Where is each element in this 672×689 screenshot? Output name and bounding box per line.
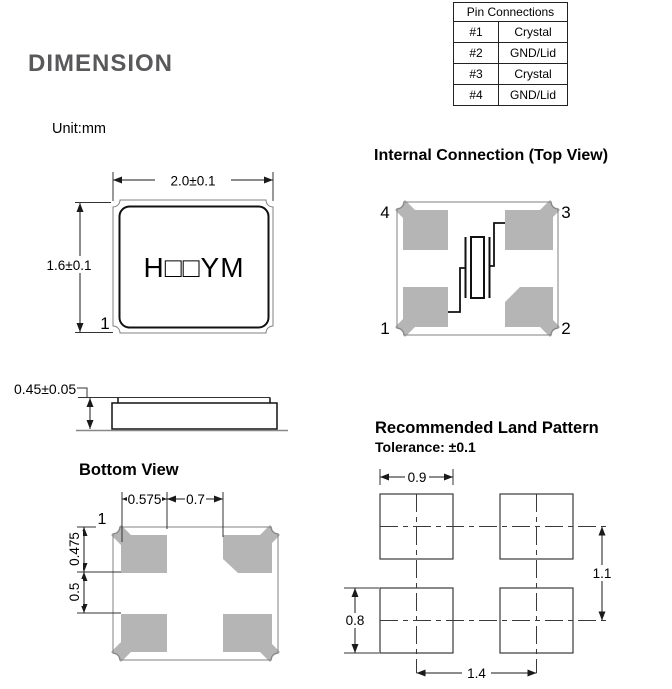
pad-1 [403,287,448,327]
part-marking: H□□YM [143,252,245,283]
pad-3 [505,210,553,250]
pin-connection: Crystal [499,22,568,43]
pad-4 [403,210,448,250]
centerlines [380,494,610,673]
internal-connection-title: Internal Connection (Top View) [374,147,609,164]
pin-label-3: 3 [561,203,571,222]
pin-number: #2 [454,43,499,64]
page-title: DIMENSION [28,50,174,77]
side-view-drawing [10,376,295,438]
land-pattern-tolerance: Tolerance: ±0.1 [375,439,476,455]
land-pad-width-dim: 0.9 [407,470,427,485]
pin-number: #3 [454,64,499,85]
land-horizontal-pitch-dim: 1.4 [467,666,486,681]
pin-label-4: 4 [380,203,390,222]
table-row [454,85,568,106]
table-row [454,64,568,85]
pin-connections-table [453,2,568,106]
bottom-view-pin1-label: 1 [97,511,107,528]
top-view-drawing [30,160,300,345]
pin-connection: GND/Lid [499,85,568,106]
table-row [454,43,568,64]
internal-connection-drawing [370,193,625,345]
pin-number: #1 [454,22,499,43]
pin-connection: GND/Lid [499,43,568,64]
pin-connection: Crystal [499,64,568,85]
bottom-view-title: Bottom View [79,461,179,479]
pin-label-2: 2 [561,319,571,338]
top-view-width-dim: 2.0±0.1 [170,173,216,189]
bottom-view-drawing [58,486,295,676]
pin-label-1: 1 [380,319,390,338]
pin-number: #4 [454,85,499,106]
pad-bottom-right [223,614,272,652]
table-header-row [454,3,568,22]
bottom-view-pad-height-dim: 0.475 [67,532,82,566]
pad-top-left [121,535,167,573]
table-row [454,22,568,43]
package-side-profile [112,403,277,429]
land-vertical-pitch-dim: 1.1 [592,566,612,581]
bottom-view-pad-width-dim: 0.575 [127,492,162,507]
pad-bottom-left [121,614,167,652]
side-view-thickness-dim: 0.45±0.05 [14,381,77,397]
pin-table-header: Pin Connections [454,3,568,22]
land-pads [380,494,573,653]
top-view-pin1-label: 1 [100,314,110,333]
top-view-height-dim: 1.6±0.1 [46,258,92,273]
land-pattern-drawing [333,458,625,689]
land-pattern-title: Recommended Land Pattern [375,419,599,437]
unit-label: Unit:mm [52,121,106,137]
bottom-view-pad-gap-dim: 0.7 [186,492,205,507]
land-pad-height-dim: 0.8 [345,613,365,628]
bottom-view-vgap-dim: 0.5 [67,582,82,602]
